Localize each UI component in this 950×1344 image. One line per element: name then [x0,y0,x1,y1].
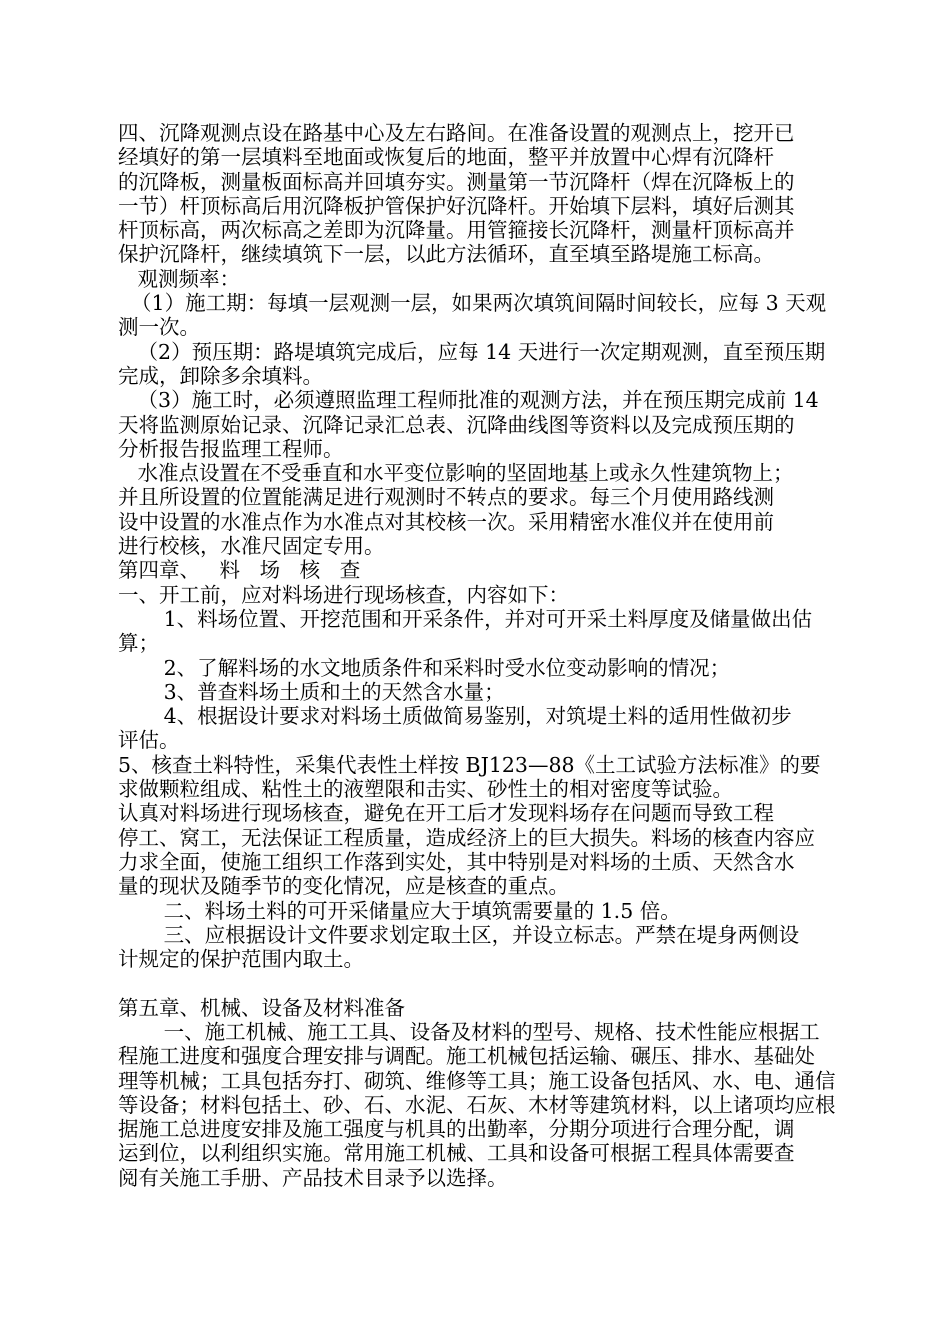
text-line: 求做颗粒组成、粘性土的液塑限和击实、砂性土的相对密度等试验。 [118,777,733,802]
text-line: 经填好的第一层填料至地面或恢复后的地面，整平并放置中心焊有沉降杆 [118,145,774,170]
text-line: 认真对料场进行现场核查，避免在开工后才发现料场存在问题而导致工程 [118,801,774,826]
text-line: （2）预压期：路堤填筑完成后，应每 14 天进行一次定期观测，直至预压期 [118,339,826,364]
chapter-heading: 第四章、 料 场 核 查 [118,558,361,583]
text-line: 水准点设置在不受垂直和水平变位影响的坚固地基上或永久性建筑物上； [118,461,794,486]
text-line: 阅有关施工手册、产品技术目录予以选择。 [118,1165,508,1190]
chapter-heading: 第五章、机械、设备及材料准备 [118,995,405,1020]
text-line: 理等机械；工具包括夯打、砌筑、维修等工具；施工设备包括风、水、电、通信 [118,1068,836,1093]
text-line: 四、沉降观测点设在路基中心及左右路间。在准备设置的观测点上，挖开已 [118,121,795,145]
text-line: 天将监测原始记录、沉降记录汇总表、沉降曲线图等资料以及完成预压期的 [118,412,795,437]
text-line: 进行校核，水准尺固定专用。 [118,534,385,559]
text-line: 力求全面，使施工组织工作落到实处，其中特别是对料场的土质、天然含水 [118,849,795,874]
text-line: （1）施工期：每填一层观测一层，如果两次填筑间隔时间较长，应每 3 天观 [118,291,827,316]
text-line: 2、了解料场的水文地质条件和采料时受水位变动影响的情况； [118,655,731,680]
text-line: 分析报告报监理工程师。 [118,436,344,461]
text-line: 设中设置的水准点作为水准点对其校核一次。采用精密水准仪并在使用前 [118,509,774,534]
text-line: 程施工进度和强度合理安排与调配。施工机械包括运输、碾压、排水、基础处 [118,1044,815,1069]
document-body [118,121,836,1190]
text-line: 1、料场位置、开挖范围和开采条件，并对可开采土料厚度及储量做出估 [118,606,813,631]
text-line: 5、核查土料特性，采集代表性土样按 BJ123—88《土工试验方法标准》的要 [118,752,821,777]
text-line: 算； [118,631,159,656]
text-line: 一、开工前，应对料场进行现场核查，内容如下： [118,582,569,607]
text-line: 完成，卸除多余填料。 [118,363,323,388]
text-line: 保护沉降杆，继续填筑下一层，以此方法循环，直至填至路堤施工标高。 [118,242,774,267]
text-line: 等设备；材料包括土、砂、石、水泥、石灰、木材等建筑材料，以上诸项均应根 [118,1092,836,1117]
text-line: 4、根据设计要求对料场土质做简易鉴别，对筑堤土料的适用性做初步 [118,704,792,729]
text-line: 评估。 [118,728,180,753]
text-line: 停工、窝工，无法保证工程质量，造成经济上的巨大损失。料场的核查内容应 [118,825,815,850]
text-line: 计规定的保护范围内取土。 [118,947,364,972]
text-line: 并且所设置的位置能满足进行观测时不转点的要求。每三个月使用路线测 [118,485,774,510]
text-line: 观测频率： [118,266,241,291]
blank-line [118,971,836,995]
text-line: 二、料场土料的可开采储量应大于填筑需要量的 1.5 倍。 [118,898,681,923]
text-line: 的沉降板，测量板面标高并回填夯实。测量第一节沉降杆（焊在沉降板上的 [118,169,795,194]
text-line: （3）施工时，必须遵照监理工程师批准的观测方法，并在预压期完成前 14 [118,388,819,413]
text-line: 运到位，以利组织实施。常用施工机械、工具和设备可根据工程具体需要查 [118,1141,795,1166]
text-line: 3、普查料场土质和土的天然含水量； [118,679,505,704]
text-line: 测一次。 [118,315,200,340]
text-line: 三、应根据设计文件要求划定取土区，并设立标志。严禁在堤身两侧设 [118,922,800,947]
text-line: 一节）杆顶标高后用沉降板护管保护好沉降杆。开始填下层料，填好后测其 [118,193,795,218]
text-line: 量的现状及随季节的变化情况，应是核查的重点。 [118,874,569,899]
text-line: 据施工总进度安排及施工强度与机具的出勤率，分期分项进行合理分配，调 [118,1117,795,1142]
text-line: 一、施工机械、施工工具、设备及材料的型号、规格、技术性能应根据工 [118,1019,820,1044]
text-line: 杆顶标高，两次标高之差即为沉降量。用管箍接长沉降杆，测量杆顶标高并 [118,218,795,243]
